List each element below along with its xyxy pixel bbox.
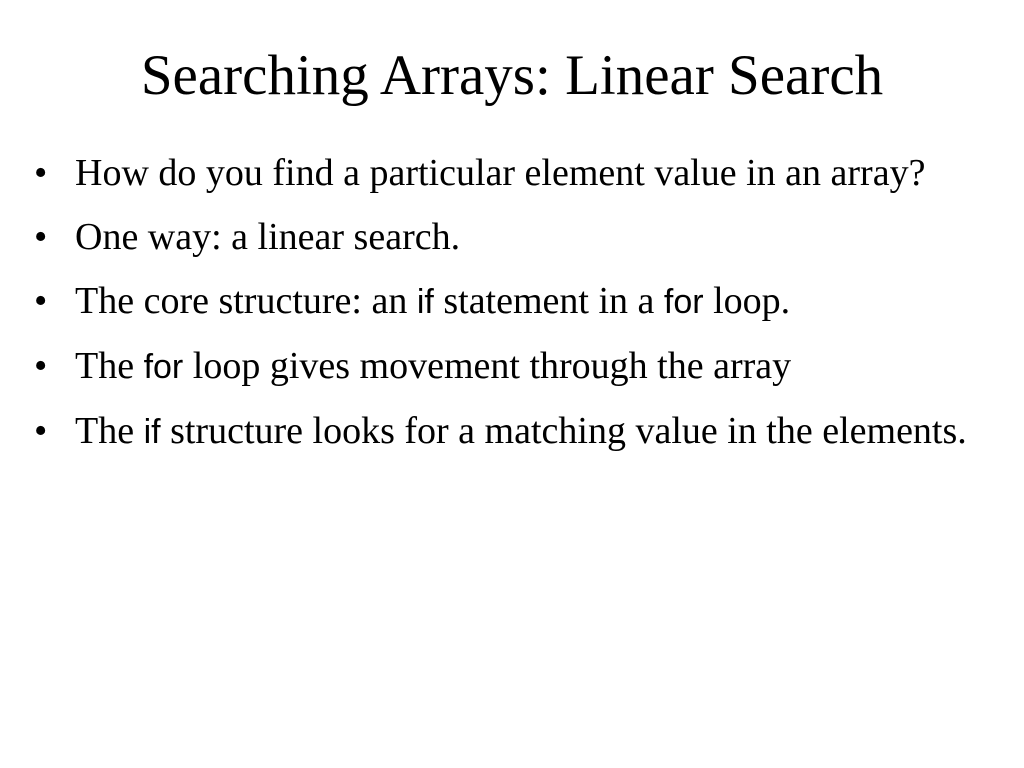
bullet-item [0,341,1024,392]
slide-title: Searching Arrays: Linear Search [140,44,884,107]
bullet-dot-icon: • [34,216,48,258]
code-keyword: if [416,283,434,321]
code-keyword: for [663,283,704,321]
bullet-text-part: loop. [703,280,791,322]
bullet-text: One way: a linear search. [75,216,461,258]
bullet-item [0,148,1024,198]
bullet-dot-icon: • [34,280,48,322]
bullet-text-part: The [75,345,144,387]
bullet-text-part: structure looks for a matching value in the elements. [160,410,967,452]
bullet-text [75,280,790,322]
bullet-text [75,345,791,387]
code-keyword: if [143,413,161,451]
bullet-list [0,148,1024,471]
bullet-text-part: statement in a [433,280,664,322]
bullet-text [75,410,967,452]
bullet-dot-icon: • [34,410,48,452]
bullet-dot-icon: • [34,152,48,194]
bullet-item [0,276,1024,327]
bullet-item [0,212,1024,262]
code-keyword: for [143,348,184,386]
bullet-text-part: loop gives movement through the array [183,345,792,387]
bullet-text-part: The [75,410,144,452]
bullet-item [0,406,1024,457]
bullet-text: How do you find a particular element value in an array? [75,152,926,194]
bullet-text-part: The core structure: an [75,280,417,322]
bullet-dot-icon: • [34,345,48,387]
